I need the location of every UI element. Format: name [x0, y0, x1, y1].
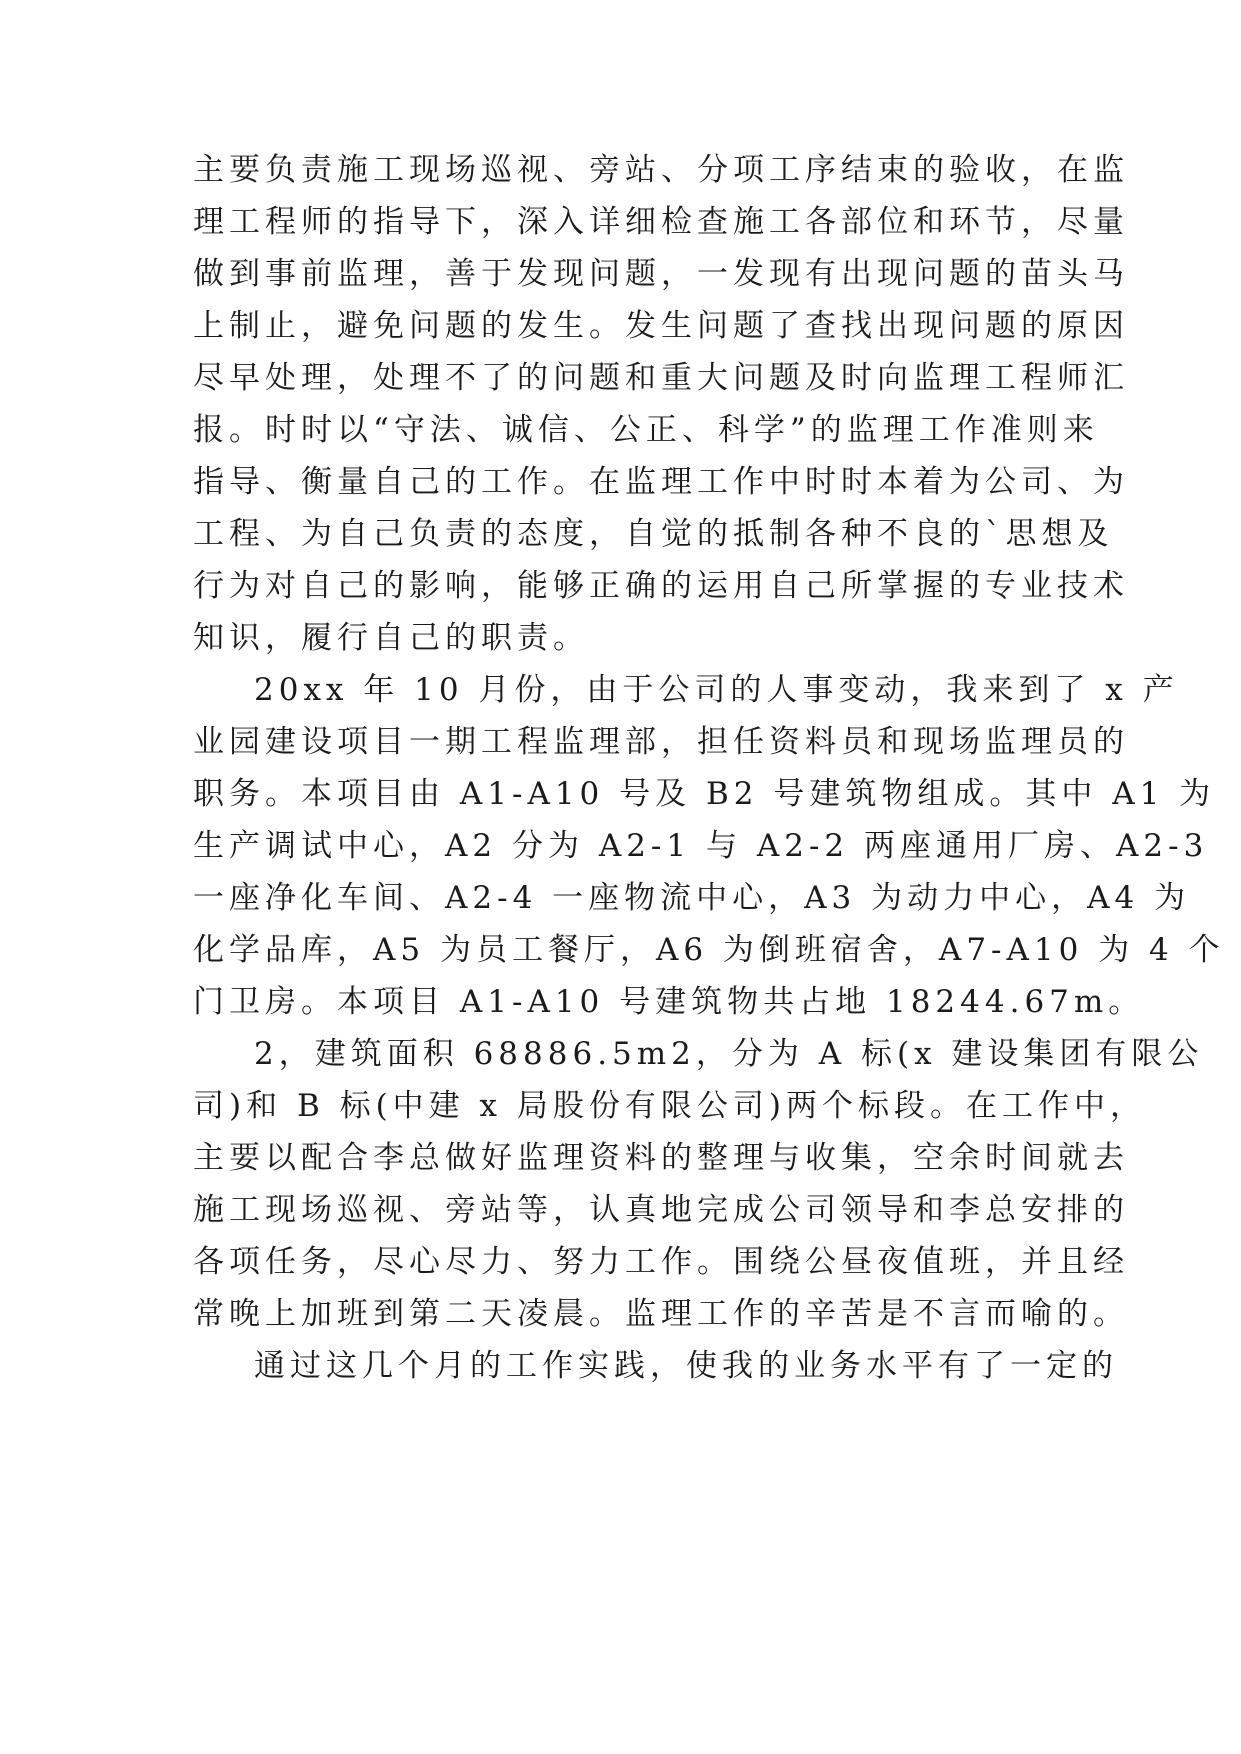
- text-line: 一座净化车间、A2-4 一座物流中心，A3 为动力中心，A4 为: [193, 880, 1191, 916]
- text-line: 上制止，避免问题的发生。发生问题了查找出现问题的原因: [193, 308, 1129, 344]
- text-line: 各项任务，尽心尽力、努力工作。围绕公昼夜值班，并且经: [193, 1244, 1129, 1280]
- text-line: 工程、为自己负责的态度，自觉的抵制各种不良的`思想及: [193, 516, 1114, 552]
- text-line: 施工现场巡视、旁站等，认真地完成公司领导和李总安排的: [193, 1192, 1129, 1228]
- text-line: 司)和 B 标(中建 x 局股份有限公司)两个标段。在工作中，: [193, 1088, 1146, 1124]
- text-line: 主要以配合李总做好监理资料的整理与收集，空余时间就去: [193, 1140, 1129, 1176]
- text-line: 职务。本项目由 A1-A10 号及 B2 号建筑物组成。其中 A1 为: [193, 776, 1216, 812]
- paragraph-start-line: 2，建筑面积 68886.5m2，分为 A 标(x 建设集团有限公: [254, 1036, 1204, 1072]
- text-line: 做到事前监理，善于发现问题，一发现有出现问题的苗头马: [193, 256, 1129, 292]
- text-line: 报。时时以“守法、诚信、公正、科学”的监理工作准则来: [193, 412, 1099, 448]
- text-line: 知识，履行自己的职责。: [193, 620, 589, 656]
- text-line: 化学品库，A5 为员工餐厅，A6 为倒班宿舍，A7-A10 为 4 个: [193, 932, 1225, 968]
- text-line: 主要负责施工现场巡视、旁站、分项工序结束的验收，在监: [193, 152, 1129, 188]
- text-line: 生产调试中心，A2 分为 A2-1 与 A2-2 两座通用厂房、A2-3: [193, 828, 1209, 864]
- text-line: 业园建设项目一期工程监理部，担任资料员和现场监理员的: [193, 724, 1129, 760]
- text-line: 行为对自己的影响，能够正确的运用自己所掌握的专业技术: [193, 568, 1129, 604]
- text-line: 尽早处理，处理不了的问题和重大问题及时向监理工程师汇: [193, 360, 1129, 396]
- paragraph-start-line: 20xx 年 10 月份，由于公司的人事变动，我来到了 x 产: [254, 672, 1179, 708]
- text-line: 门卫房。本项目 A1-A10 号建筑物共占地 18244.67m。: [193, 984, 1145, 1020]
- text-line: 理工程师的指导下，深入详细检查施工各部位和环节，尽量: [193, 204, 1129, 240]
- paragraph-start-line: 通过这几个月的工作实践，使我的业务水平有了一定的: [254, 1348, 1118, 1384]
- text-line: 常晚上加班到第二天凌晨。监理工作的辛苦是不言而喻的。: [193, 1296, 1129, 1332]
- text-line: 指导、衡量自己的工作。在监理工作中时时本着为公司、为: [193, 464, 1129, 500]
